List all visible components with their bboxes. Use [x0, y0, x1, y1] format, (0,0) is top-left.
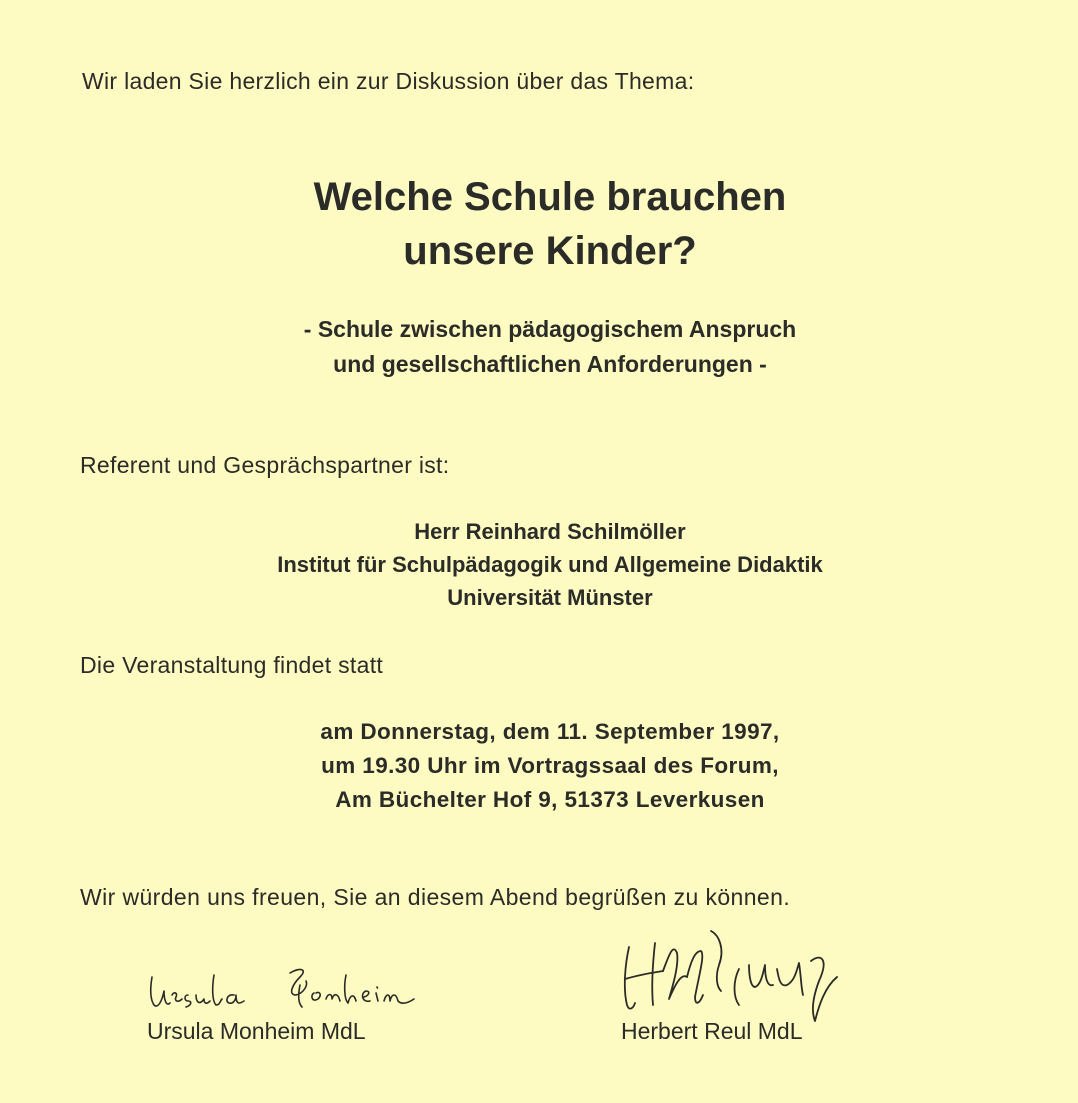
- event-details: [0, 715, 1078, 817]
- speaker-institute: Institut für Schulpädagogik und Allgemeine Didaktik: [277, 552, 823, 577]
- signatory-name-right: Herbert Reul MdL: [621, 1018, 803, 1044]
- intro-text: Wir laden Sie herzlich ein zur Diskussion über das Thema:: [82, 68, 695, 94]
- event-subtitle-line-2: und gesellschaftlichen Anforderungen -: [333, 351, 767, 377]
- signature-ursula-monheim: [140, 955, 440, 1025]
- signatory-name-left: Ursula Monheim MdL: [147, 1018, 366, 1044]
- speaker-label: Referent und Gesprächspartner ist:: [80, 452, 450, 478]
- event-address: Am Büchelter Hof 9, 51373 Leverkusen: [335, 787, 765, 812]
- event-subtitle-line-1: - Schule zwischen pädagogischem Anspruch: [303, 316, 797, 342]
- speaker-name: Herr Reinhard Schilmöller: [414, 519, 686, 544]
- event-title-line-2: unsere Kinder?: [403, 229, 697, 273]
- event-date: am Donnerstag, dem 11. September 1997,: [320, 719, 780, 744]
- event-subtitle: [0, 312, 1078, 382]
- speaker-university: Universität Münster: [447, 585, 653, 610]
- closing-text: Wir würden uns freuen, Sie an diesem Abend begrüßen zu können.: [80, 884, 791, 910]
- event-title: [0, 170, 1078, 278]
- speaker-block: [0, 515, 1078, 614]
- signature-herbert-reul: [615, 925, 875, 1030]
- event-label: Die Veranstaltung findet statt: [80, 652, 384, 678]
- event-time-place: um 19.30 Uhr im Vortragssaal des Forum,: [321, 753, 779, 778]
- event-title-line-1: Welche Schule brauchen: [313, 175, 787, 219]
